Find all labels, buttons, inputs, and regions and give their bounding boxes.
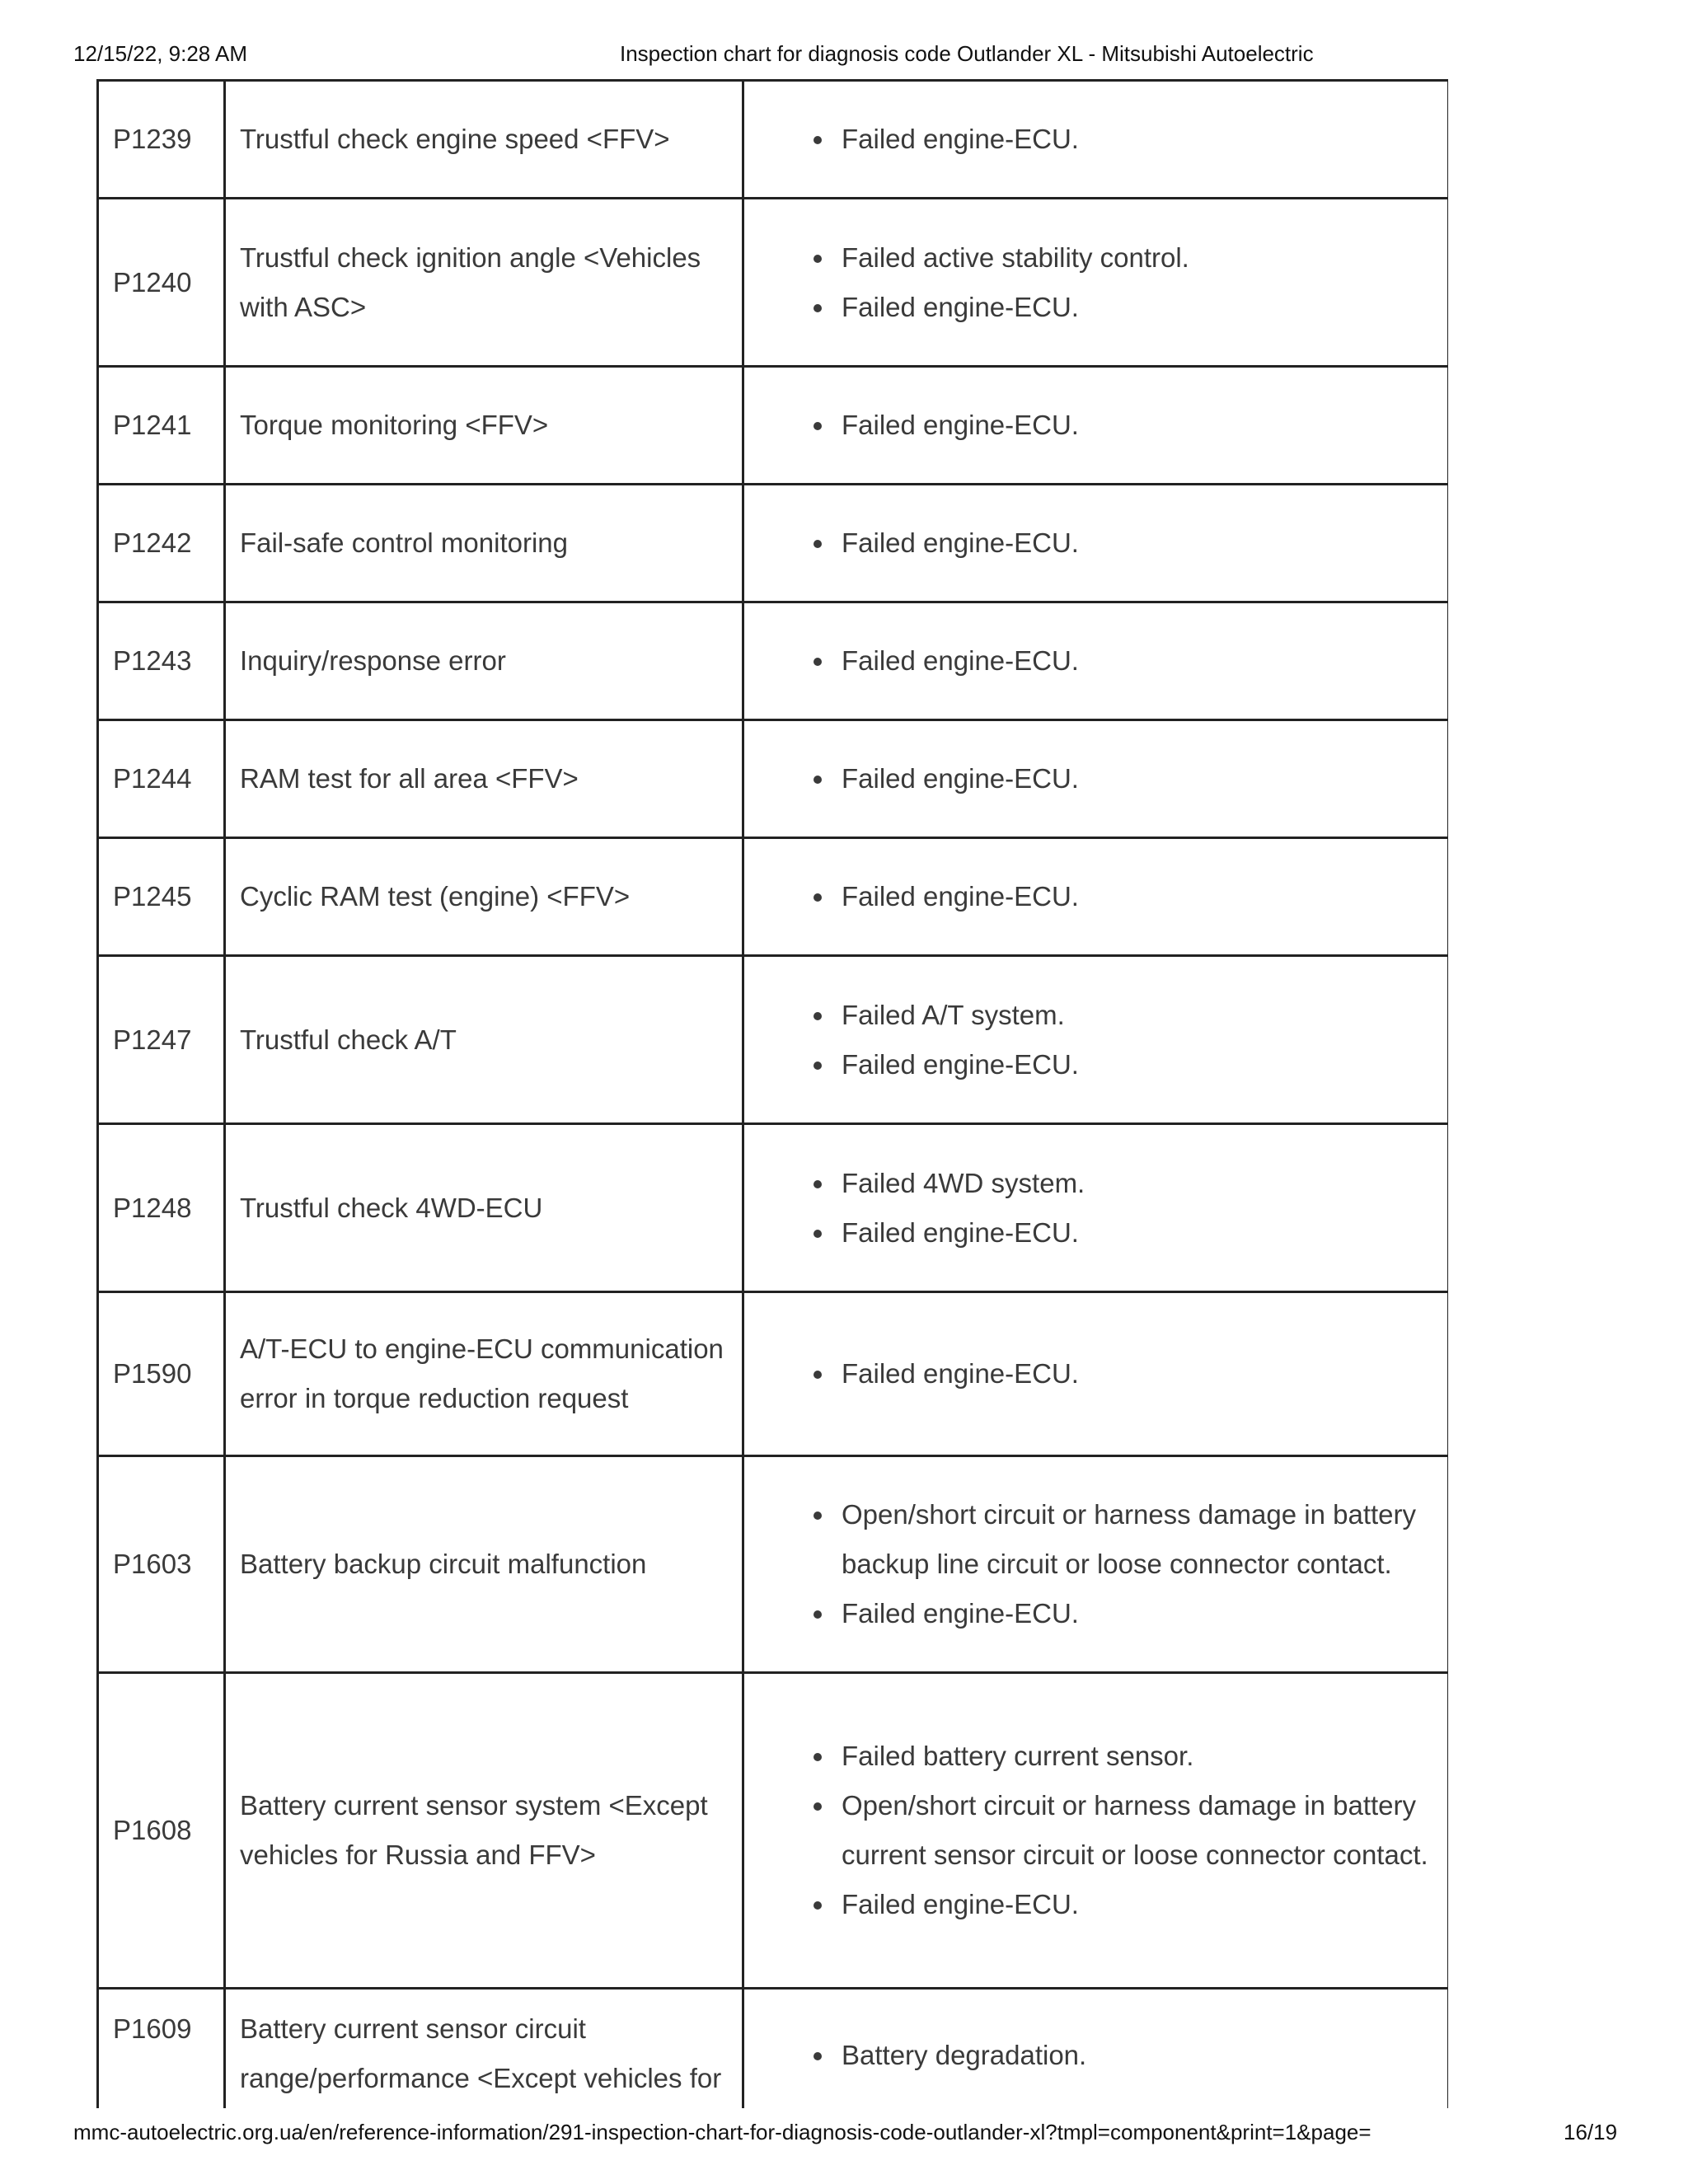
diagnosis-code: P1244 xyxy=(98,720,225,838)
cause-item: Failed engine-ECU. xyxy=(842,754,1431,804)
probable-causes xyxy=(743,1292,1449,1456)
probable-causes xyxy=(743,367,1449,485)
diagnosis-table-container xyxy=(96,79,1448,2108)
cause-item: Failed engine-ECU. xyxy=(842,283,1431,332)
diagnosis-code: P1247 xyxy=(98,956,225,1124)
diagnosis-item: Fail-safe control monitoring xyxy=(225,485,743,602)
probable-causes xyxy=(743,602,1449,720)
diagnosis-code: P1243 xyxy=(98,602,225,720)
diagnosis-item: Torque monitoring <FFV> xyxy=(225,367,743,485)
diagnosis-item: Battery current sensor system <Except vehicles for Russia and FFV> xyxy=(225,1673,743,1989)
diagnosis-code: P1609 xyxy=(98,1989,225,2109)
page-url: mmc-autoelectric.org.ua/en/reference-information/291-inspection-chart-for-diagnosis-code-outlander-xl?tmpl=component&print=1&page= xyxy=(73,2120,1372,2144)
table-row xyxy=(98,720,1449,838)
table-row xyxy=(98,1292,1449,1456)
probable-causes xyxy=(743,1989,1449,2109)
table-row xyxy=(98,1124,1449,1292)
print-header xyxy=(0,41,1688,71)
diagnosis-code: P1241 xyxy=(98,367,225,485)
cause-item: Failed engine-ECU. xyxy=(842,1880,1431,1929)
table-row xyxy=(98,367,1449,485)
diagnosis-code: P1590 xyxy=(98,1292,225,1456)
probable-causes xyxy=(743,956,1449,1124)
diagnosis-code: P1248 xyxy=(98,1124,225,1292)
diagnosis-item: Battery current sensor circuit range/performance <Except vehicles for xyxy=(225,1989,743,2109)
cause-item: Failed engine-ECU. xyxy=(842,1589,1431,1638)
page-number: 16/19 xyxy=(1564,2120,1618,2144)
cause-item: Failed engine-ECU. xyxy=(842,1208,1431,1258)
probable-causes xyxy=(743,1673,1449,1989)
diagnosis-item: Battery backup circuit malfunction xyxy=(225,1456,743,1673)
diagnosis-item: Trustful check 4WD-ECU xyxy=(225,1124,743,1292)
table-row xyxy=(98,81,1449,199)
table-row xyxy=(98,485,1449,602)
diagnosis-code-table xyxy=(96,79,1448,2108)
table-row xyxy=(98,1673,1449,1989)
probable-causes xyxy=(743,485,1449,602)
diagnosis-item: Trustful check ignition angle <Vehicles with ASC> xyxy=(225,199,743,367)
table-row xyxy=(98,1456,1449,1673)
cause-item: Failed engine-ECU. xyxy=(842,518,1431,568)
cause-item: Failed engine-ECU. xyxy=(842,872,1431,921)
cause-item: Failed battery current sensor. xyxy=(842,1732,1431,1781)
diagnosis-code: P1240 xyxy=(98,199,225,367)
cause-item: Open/short circuit or harness damage in battery current sensor circuit or loose connector contact. xyxy=(842,1781,1431,1880)
cause-item: Failed engine-ECU. xyxy=(842,401,1431,450)
diagnosis-code: P1608 xyxy=(98,1673,225,1989)
cause-item: Failed A/T system. xyxy=(842,991,1431,1040)
print-footer xyxy=(0,2120,1688,2149)
probable-causes xyxy=(743,1456,1449,1673)
table-row xyxy=(98,199,1449,367)
probable-causes xyxy=(743,199,1449,367)
diagnosis-code: P1242 xyxy=(98,485,225,602)
table-row xyxy=(98,838,1449,956)
diagnosis-item: Cyclic RAM test (engine) <FFV> xyxy=(225,838,743,956)
table-row xyxy=(98,602,1449,720)
diagnosis-item: A/T-ECU to engine-ECU communication error in torque reduction request xyxy=(225,1292,743,1456)
diagnosis-item: Trustful check A/T xyxy=(225,956,743,1124)
table-row xyxy=(98,1989,1449,2109)
diagnosis-code: P1239 xyxy=(98,81,225,199)
cause-item: Failed engine-ECU. xyxy=(842,115,1431,164)
diagnosis-item: Inquiry/response error xyxy=(225,602,743,720)
diagnosis-item: Trustful check engine speed <FFV> xyxy=(225,81,743,199)
probable-causes xyxy=(743,1124,1449,1292)
probable-causes xyxy=(743,838,1449,956)
print-date: 12/15/22, 9:28 AM xyxy=(73,41,248,66)
cause-item: Open/short circuit or harness damage in battery backup line circuit or loose connector contact. xyxy=(842,1490,1431,1589)
cause-item: Failed engine-ECU. xyxy=(842,636,1431,686)
cause-item: Failed engine-ECU. xyxy=(842,1040,1431,1090)
cause-item: Failed active stability control. xyxy=(842,233,1431,283)
cause-item: Failed 4WD system. xyxy=(842,1159,1431,1208)
diagnosis-code: P1603 xyxy=(98,1456,225,1673)
document-title: Inspection chart for diagnosis code Outlander XL - Mitsubishi Autoelectric xyxy=(620,41,1314,66)
diagnosis-code: P1245 xyxy=(98,838,225,956)
probable-causes xyxy=(743,81,1449,199)
table-row xyxy=(98,956,1449,1124)
probable-causes xyxy=(743,720,1449,838)
cause-item: Battery degradation. xyxy=(842,2031,1431,2080)
diagnosis-item: RAM test for all area <FFV> xyxy=(225,720,743,838)
cause-item: Failed engine-ECU. xyxy=(842,1349,1431,1399)
